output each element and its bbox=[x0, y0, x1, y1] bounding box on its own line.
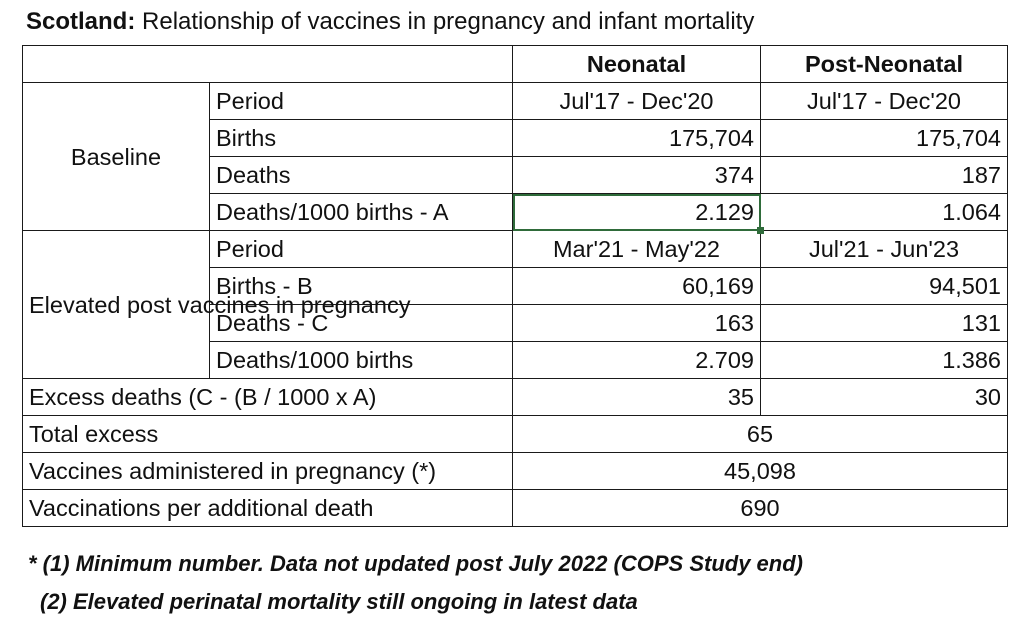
header-post-neonatal[interactable]: Post-Neonatal bbox=[761, 46, 1008, 83]
fill-handle[interactable] bbox=[757, 227, 764, 234]
selected-cell-value: 2.129 bbox=[695, 199, 754, 225]
post-neonatal-cell[interactable]: Jul'21 - Jun'23 bbox=[761, 231, 1008, 268]
neonatal-cell[interactable]: 163 bbox=[513, 305, 761, 342]
neonatal-cell[interactable]: Mar'21 - May'22 bbox=[513, 231, 761, 268]
neonatal-cell[interactable]: 374 bbox=[513, 157, 761, 194]
neonatal-cell[interactable]: 60,169 bbox=[513, 268, 761, 305]
row-label[interactable]: Deaths bbox=[210, 157, 513, 194]
summary-label[interactable]: Vaccinations per additional death bbox=[23, 490, 513, 527]
summary-row bbox=[23, 490, 1008, 527]
elevated-group-label[interactable]: Elevated post vaccines in pregnancy bbox=[23, 231, 210, 379]
row-label[interactable]: Period bbox=[210, 231, 513, 268]
title-text: Relationship of vaccines in pregnancy and infant mortality bbox=[135, 8, 755, 35]
excess-post-neonatal[interactable]: 30 bbox=[761, 379, 1008, 416]
excess-row bbox=[23, 379, 1008, 416]
row-label[interactable]: Births bbox=[210, 120, 513, 157]
summary-value[interactable]: 45,098 bbox=[513, 453, 1008, 490]
row-label[interactable]: Deaths/1000 births bbox=[210, 342, 513, 379]
summary-row bbox=[23, 453, 1008, 490]
excess-label[interactable]: Excess deaths (C - (B / 1000 x A) bbox=[23, 379, 513, 416]
table-row bbox=[23, 231, 1008, 268]
summary-label[interactable]: Total excess bbox=[23, 416, 513, 453]
summary-value[interactable]: 65 bbox=[513, 416, 1008, 453]
row-label[interactable]: Deaths - C bbox=[210, 305, 513, 342]
footnote-1: * (1) Minimum number. Data not updated post July 2022 (COPS Study end) bbox=[28, 551, 803, 576]
selected-cell[interactable] bbox=[513, 194, 761, 231]
summary-value[interactable]: 690 bbox=[513, 490, 1008, 527]
header-neonatal[interactable]: Neonatal bbox=[513, 46, 761, 83]
neonatal-cell[interactable]: 175,704 bbox=[513, 120, 761, 157]
baseline-group-label[interactable]: Baseline bbox=[23, 83, 210, 231]
post-neonatal-cell[interactable]: 187 bbox=[761, 157, 1008, 194]
post-neonatal-cell[interactable]: 175,704 bbox=[761, 120, 1008, 157]
post-neonatal-cell[interactable]: 94,501 bbox=[761, 268, 1008, 305]
neonatal-cell[interactable]: Jul'17 - Dec'20 bbox=[513, 83, 761, 120]
footnotes bbox=[28, 545, 803, 621]
post-neonatal-cell[interactable]: 131 bbox=[761, 305, 1008, 342]
table-row bbox=[23, 83, 1008, 120]
row-label[interactable]: Period bbox=[210, 83, 513, 120]
summary-row bbox=[23, 416, 1008, 453]
post-neonatal-cell[interactable]: 1.386 bbox=[761, 342, 1008, 379]
page-title bbox=[26, 8, 754, 36]
summary-label[interactable]: Vaccines administered in pregnancy (*) bbox=[23, 453, 513, 490]
post-neonatal-cell[interactable]: 1.064 bbox=[761, 194, 1008, 231]
title-region: Scotland: bbox=[26, 8, 136, 35]
row-label[interactable]: Deaths/1000 births - A bbox=[210, 194, 513, 231]
neonatal-cell[interactable]: 2.709 bbox=[513, 342, 761, 379]
post-neonatal-cell[interactable]: Jul'17 - Dec'20 bbox=[761, 83, 1008, 120]
footnote-2: (2) Elevated perinatal mortality still ongoing in latest data bbox=[40, 589, 638, 614]
mortality-table bbox=[22, 45, 1008, 527]
row-label[interactable]: Births - B bbox=[210, 268, 513, 305]
header-blank-cell[interactable] bbox=[23, 46, 513, 83]
excess-neonatal[interactable]: 35 bbox=[513, 379, 761, 416]
header-row bbox=[23, 46, 1008, 83]
